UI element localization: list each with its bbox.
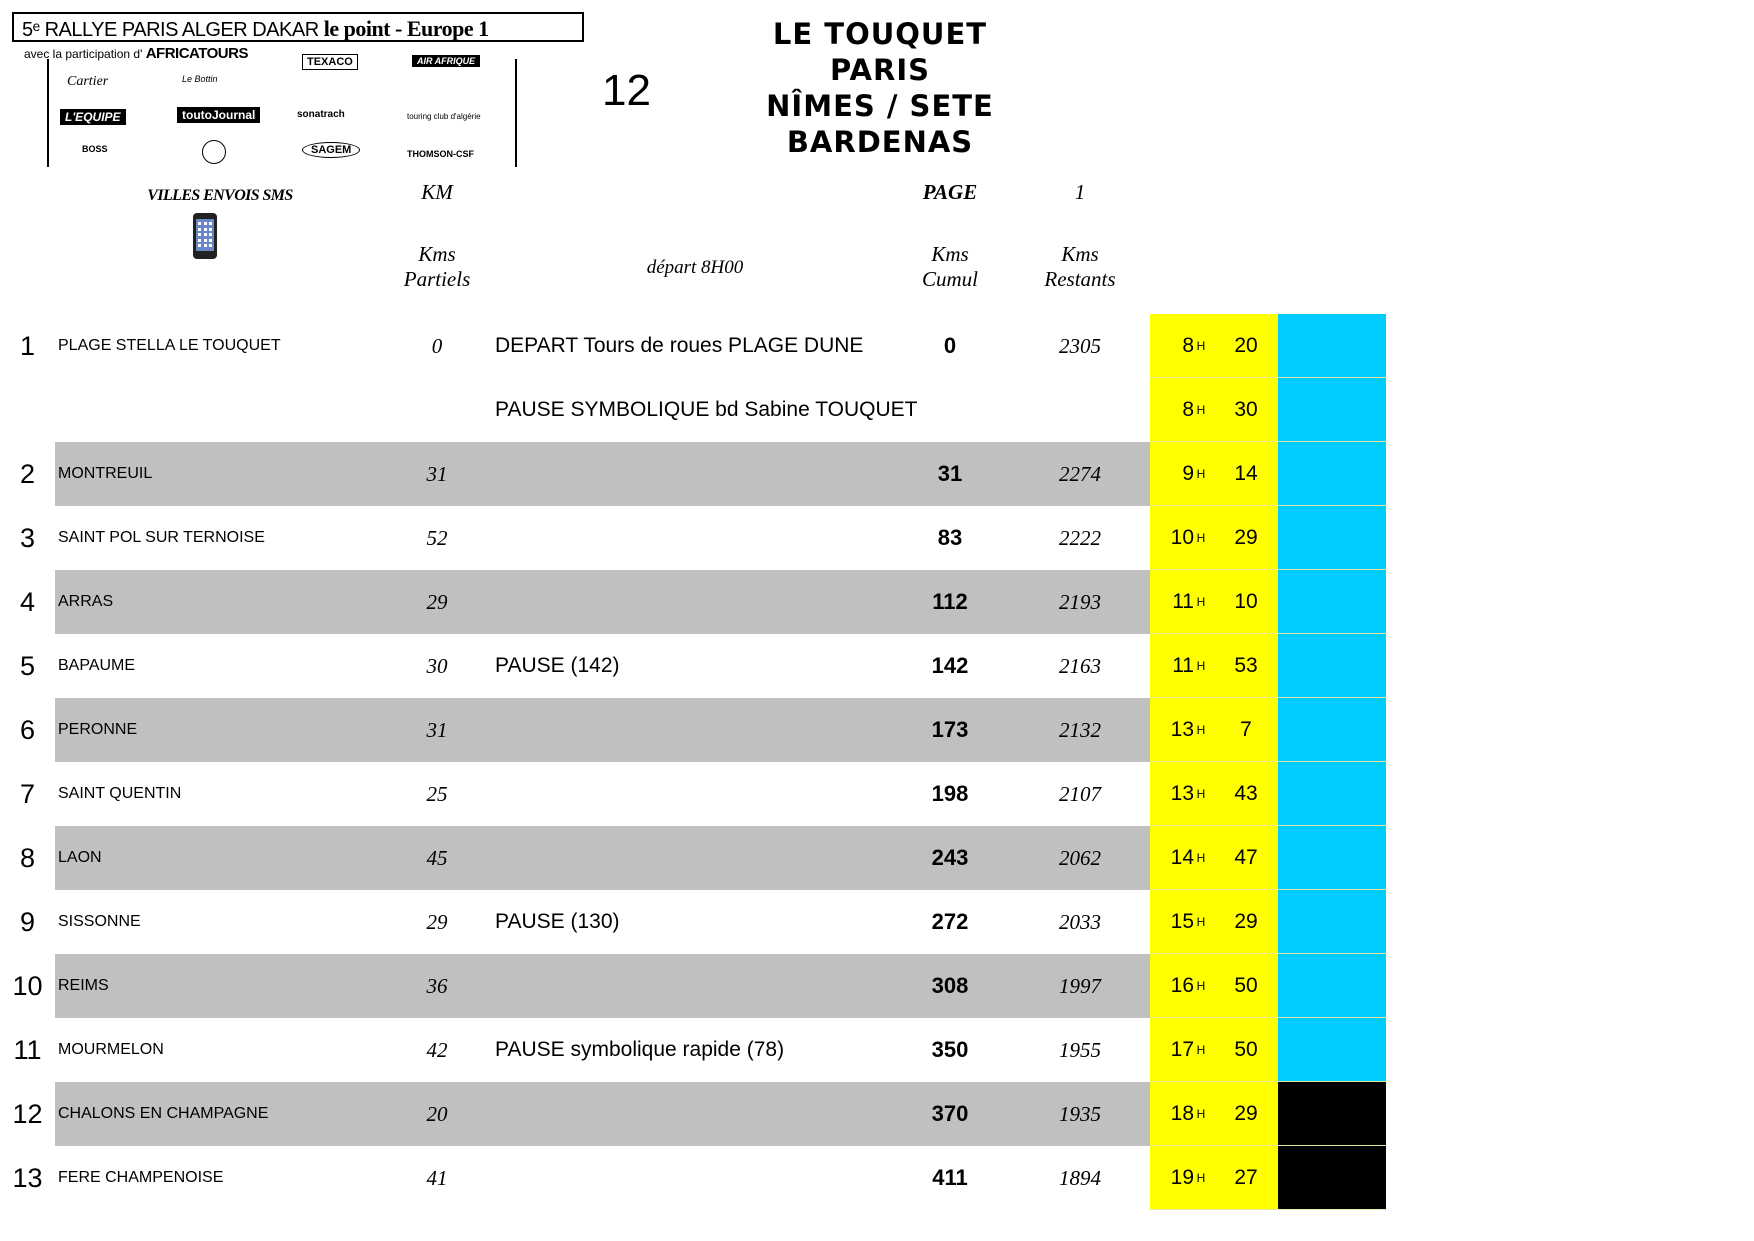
- time-minutes: 27: [1234, 1166, 1258, 1189]
- sponsor-logo: sonatrach: [297, 109, 345, 120]
- time-minutes: 50: [1234, 1038, 1258, 1061]
- sponsor-logo: touring club d'algérie: [407, 112, 481, 121]
- time-minutes: 47: [1234, 846, 1258, 869]
- city-name: REIMS: [58, 977, 109, 994]
- time-minutes: 53: [1234, 654, 1258, 677]
- kms-cumul: 272: [931, 909, 969, 934]
- kms-cumul: 308: [931, 973, 969, 998]
- status-cell: [1278, 762, 1386, 826]
- row-number: 13: [12, 1163, 43, 1193]
- table-row: [0, 954, 1754, 1018]
- time-minutes: 50: [1234, 974, 1258, 997]
- route-title-line: BARDENAS: [786, 125, 974, 159]
- table-row: [0, 506, 1754, 570]
- time-hours: 9: [1182, 462, 1194, 485]
- kms-restants: 2305: [1059, 334, 1101, 358]
- smartphone-icon: [193, 213, 217, 259]
- status-cell: [1278, 378, 1386, 442]
- kms-restants: 2132: [1059, 718, 1101, 742]
- status-cell: [1278, 954, 1386, 1018]
- time-hours: 13: [1170, 782, 1194, 805]
- kms-restants: 2222: [1059, 526, 1101, 550]
- time-minutes: 10: [1234, 590, 1258, 613]
- status-cell: [1278, 698, 1386, 762]
- sponsor-logo: Le Bottin: [182, 74, 218, 84]
- logo-subtitle-prefix: avec la participation d': [24, 47, 143, 61]
- status-cell: [1278, 826, 1386, 890]
- kms-cumul: 370: [931, 1101, 969, 1126]
- time-minutes: 43: [1234, 782, 1258, 805]
- kms-cumul: 142: [931, 653, 969, 678]
- sponsor-logo: BOSS: [82, 144, 108, 154]
- page-number-big: 12: [602, 66, 651, 115]
- row-number: 5: [19, 651, 36, 681]
- table-row: [0, 570, 1754, 634]
- row-number: 12: [12, 1099, 43, 1129]
- kms-cumul: 198: [931, 781, 969, 806]
- route-title-line: PARIS: [829, 53, 931, 87]
- row-note: PAUSE (142): [495, 654, 620, 677]
- kms-partiels: 0: [431, 334, 443, 358]
- kms-cumul: 411: [932, 1165, 968, 1190]
- row-number: 8: [19, 843, 36, 873]
- kms-restants: 2163: [1059, 654, 1101, 678]
- kms-restants: 1955: [1059, 1038, 1101, 1062]
- sponsor-logo: THOMSON-CSF: [407, 149, 474, 159]
- kms-restants: 2274: [1059, 462, 1101, 486]
- sponsor-logo: L'EQUIPE: [60, 109, 126, 125]
- time-separator: H: [1196, 1043, 1206, 1057]
- row-number: 2: [19, 459, 36, 489]
- kms-partiels: 29: [426, 590, 448, 614]
- time-hours: 11: [1172, 590, 1194, 613]
- kms-partiels: 20: [426, 1102, 448, 1126]
- kms-partiels: 25: [426, 782, 448, 806]
- route-title: [735, 16, 1025, 160]
- table-row: [0, 634, 1754, 698]
- city-name: PLAGE STELLA LE TOUQUET: [58, 337, 281, 354]
- depart-time-header: départ 8H00: [646, 257, 744, 278]
- time-minutes: 29: [1234, 526, 1258, 549]
- table-row: [0, 698, 1754, 762]
- kms-restants-header: Kms Restants: [1044, 242, 1116, 291]
- city-name: ARRAS: [58, 593, 114, 610]
- kms-restants: [1030, 378, 1130, 442]
- city-name: SAINT QUENTIN: [58, 785, 182, 802]
- time-separator: H: [1196, 723, 1206, 737]
- kms-cumul: [900, 378, 1000, 442]
- kms-cumul: 31: [937, 461, 963, 486]
- time-separator: H: [1196, 595, 1206, 609]
- time-hours: 11: [1172, 654, 1194, 677]
- status-cell: [1278, 442, 1386, 506]
- row-number: [0, 378, 55, 442]
- kms-partiels: 30: [426, 654, 448, 678]
- time-minutes: 29: [1234, 1102, 1258, 1125]
- time-separator: H: [1196, 659, 1206, 673]
- sponsor-logo: toutoJournal: [177, 107, 260, 123]
- sponsor-logo: AIR AFRIQUE: [412, 55, 480, 67]
- row-number: 6: [19, 715, 36, 745]
- kms-restants: 1997: [1059, 974, 1101, 998]
- status-cell: [1278, 890, 1386, 954]
- city-name: CHALONS EN CHAMPAGNE: [58, 1105, 269, 1122]
- status-cell: [1278, 506, 1386, 570]
- time-hours: 10: [1170, 526, 1194, 549]
- time-hours: 15: [1170, 910, 1194, 933]
- row-number: 7: [19, 779, 36, 809]
- table-row: [0, 826, 1754, 890]
- time-minutes: 29: [1234, 910, 1258, 933]
- kms-cumul: 0: [943, 333, 957, 358]
- logo-subtitle-brand: AFRICATOURS: [145, 45, 248, 62]
- time-hours: 16: [1170, 974, 1194, 997]
- logo-title-brand: le point - Europe 1: [323, 16, 489, 41]
- time-separator: H: [1196, 787, 1206, 801]
- time-separator: H: [1196, 467, 1206, 481]
- kms-cumul: 83: [937, 525, 963, 550]
- status-cell: [1278, 1082, 1386, 1146]
- row-note: PAUSE (130): [495, 910, 620, 933]
- row-number: 10: [12, 971, 43, 1001]
- kms-partiels: 31: [426, 718, 448, 742]
- time-hours: 13: [1170, 718, 1194, 741]
- kms-partiels: 42: [426, 1038, 448, 1062]
- time-minutes: 20: [1234, 334, 1258, 357]
- kms-restants: 1935: [1059, 1102, 1101, 1126]
- time-hours: 8: [1182, 334, 1194, 357]
- row-note: PAUSE SYMBOLIQUE bd Sabine TOUQUET: [495, 398, 918, 421]
- sponsor-logo: SAGEM: [302, 142, 360, 158]
- kms-cumul: 173: [931, 717, 969, 742]
- kms-cumul: 112: [932, 589, 968, 614]
- sponsor-logo: Cartier: [67, 74, 109, 89]
- table-row: [0, 1082, 1754, 1146]
- time-minutes: 30: [1234, 398, 1258, 421]
- kms-partiels: 36: [426, 974, 448, 998]
- time-minutes: 14: [1234, 462, 1258, 485]
- status-cell: [1278, 570, 1386, 634]
- status-cell: [1278, 1018, 1386, 1082]
- table-row: [0, 762, 1754, 826]
- kms-partiels: 41: [426, 1166, 448, 1190]
- city-name: BAPAUME: [58, 657, 136, 674]
- time-separator: H: [1196, 531, 1206, 545]
- city-name: FERE CHAMPENOISE: [58, 1169, 224, 1186]
- table-row: [0, 890, 1754, 954]
- km-header: KM: [421, 180, 453, 204]
- row-note: DEPART Tours de roues PLAGE DUNE: [495, 334, 864, 357]
- row-number: 3: [19, 523, 36, 553]
- city-name: SISSONNE: [58, 913, 141, 930]
- kms-restants: 2107: [1059, 782, 1101, 806]
- rally-logo: [12, 12, 587, 167]
- row-number: 4: [19, 587, 36, 617]
- table-row: [0, 442, 1754, 506]
- city-name: MONTREUIL: [58, 465, 153, 482]
- kms-partiels-header: Kms Partiels: [403, 242, 471, 291]
- table-row: [0, 1018, 1754, 1082]
- time-separator: H: [1196, 851, 1206, 865]
- kms-cumul: 243: [931, 845, 969, 870]
- page-value: 1: [1074, 180, 1086, 204]
- kms-restants: 2062: [1059, 846, 1101, 870]
- sms-cities-header: VILLES ENVOIS SMS: [147, 187, 293, 204]
- kms-partiels: [387, 378, 487, 442]
- table-row: [0, 1146, 1754, 1210]
- row-number: 9: [19, 907, 36, 937]
- time-hours: 17: [1170, 1038, 1194, 1061]
- kms-partiels: 31: [426, 462, 448, 486]
- time-minutes: 7: [1240, 718, 1252, 741]
- kms-restants: 1894: [1059, 1166, 1101, 1190]
- kms-partiels: 29: [426, 910, 448, 934]
- time-separator: H: [1196, 979, 1206, 993]
- kms-cumul: 350: [931, 1037, 969, 1062]
- status-cell: [1278, 1146, 1386, 1210]
- time-separator: H: [1196, 915, 1206, 929]
- table-row: [0, 314, 1754, 378]
- row-number: 1: [19, 331, 36, 361]
- time-hours: 19: [1170, 1166, 1194, 1189]
- city-name: PERONNE: [58, 721, 138, 738]
- kms-restants: 2033: [1059, 910, 1101, 934]
- time-hours: 8: [1182, 398, 1194, 421]
- route-title-line: LE TOUQUET: [772, 17, 988, 51]
- time-separator: H: [1196, 403, 1206, 417]
- time-separator: H: [1196, 339, 1206, 353]
- time-hours: 18: [1170, 1102, 1194, 1125]
- status-cell: [1278, 634, 1386, 698]
- kms-cumul-header: Kms Cumul: [921, 242, 978, 291]
- table-row: [0, 378, 1754, 442]
- kms-partiels: 45: [426, 846, 448, 870]
- kms-restants: 2193: [1059, 590, 1101, 614]
- row-note: PAUSE symbolique rapide (78): [495, 1038, 785, 1061]
- logo-title-box: [12, 12, 584, 42]
- time-separator: H: [1196, 1171, 1206, 1185]
- status-cell: [1278, 314, 1386, 378]
- page-label: PAGE: [922, 180, 978, 204]
- city-name: LAON: [58, 849, 102, 866]
- sponsor-logo: TEXACO: [302, 54, 358, 70]
- kms-partiels: 52: [426, 526, 448, 550]
- time-separator: H: [1196, 1107, 1206, 1121]
- logo-title-prefix: 5ᵉ RALLYE PARIS ALGER DAKAR: [22, 19, 319, 41]
- sponsor-emblem-icon: [202, 140, 226, 164]
- route-title-line: NÎMES / SETE: [766, 89, 994, 123]
- row-number: 11: [13, 1035, 42, 1065]
- time-hours: 14: [1170, 846, 1194, 869]
- city-name: MOURMELON: [58, 1041, 164, 1058]
- city-name: SAINT POL SUR TERNOISE: [58, 529, 265, 546]
